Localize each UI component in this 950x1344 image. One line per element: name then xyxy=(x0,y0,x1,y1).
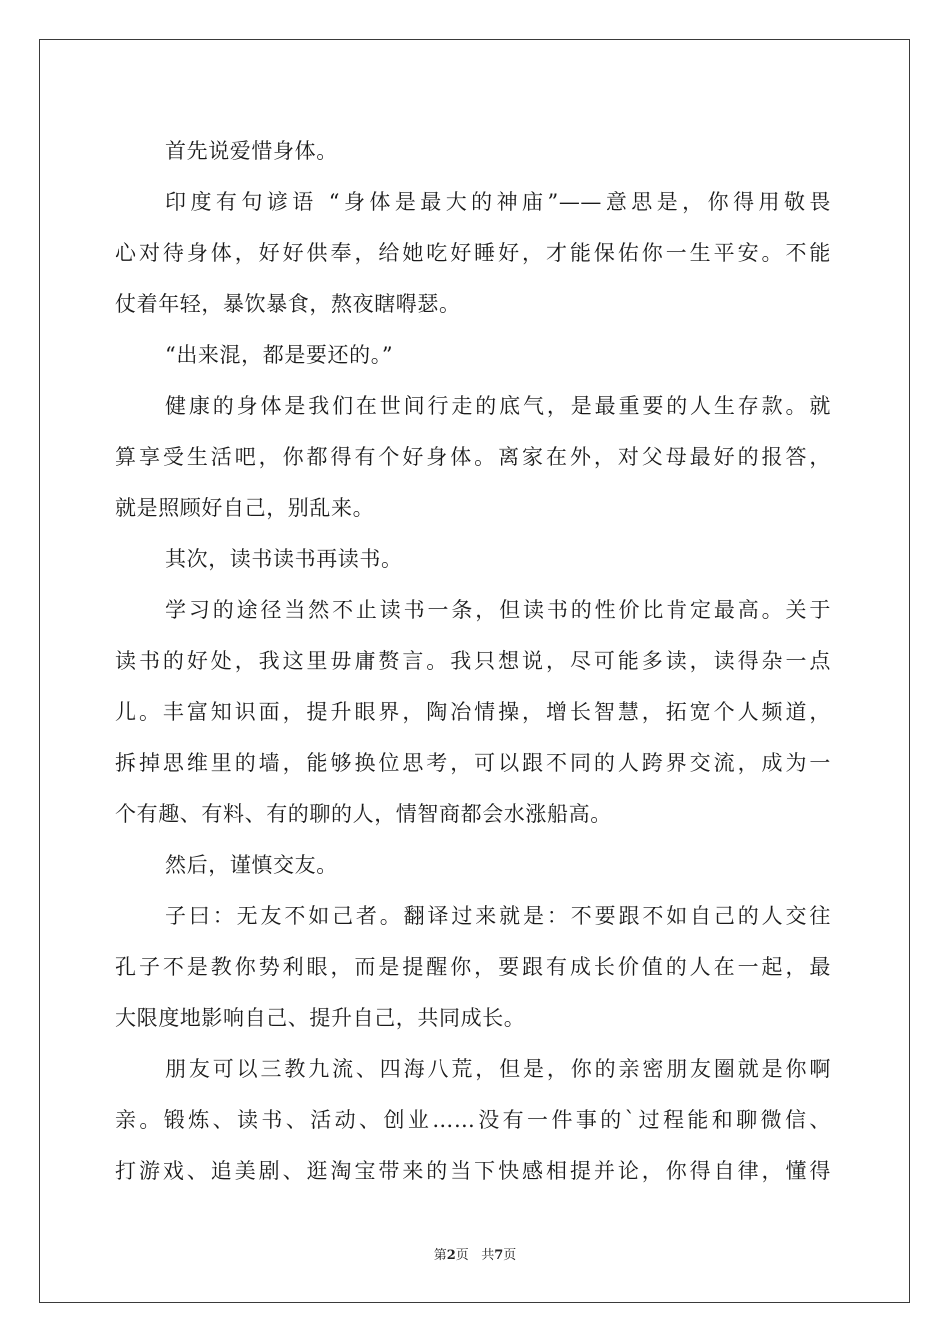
total-prefix: 共 xyxy=(481,1248,495,1263)
text-line: 首先说爱惜身体。 xyxy=(165,139,338,163)
text-line: 儿。丰富知识面，提升眼界，陶冶情操，增长智慧，拓宽个人频道， xyxy=(115,700,831,724)
text-line: 心对待身体，好好供奉，给她吃好睡好，才能保佑你一生平安。不能 xyxy=(115,241,831,265)
text-line: 朋友可以三教九流、四海八荒，但是，你的亲密朋友圈就是你啊 xyxy=(165,1057,831,1081)
text-line: 印度有句谚语 “身体是最大的神庙”——意思是，你得用敬畏 xyxy=(165,190,831,214)
text-line: 健康的身体是我们在世间行走的底气，是最重要的人生存款。就 xyxy=(165,394,831,418)
page-number: 2 xyxy=(446,1248,456,1263)
total-suffix: 页 xyxy=(503,1248,517,1263)
text-line: 拆掉思维里的墙，能够换位思考，可以跟不同的人跨界交流，成为一 xyxy=(115,751,831,775)
text-line: 大限度地影响自己、提升自己，共同成长。 xyxy=(115,1006,526,1030)
page-footer xyxy=(0,1247,950,1265)
text-line: 然后，谨慎交友。 xyxy=(165,853,338,877)
page-suffix: 页 xyxy=(455,1248,469,1263)
text-line: 读书的好处，我这里毋庸赘言。我只想说，尽可能多读，读得杂一点 xyxy=(115,649,831,673)
text-line: 仗着年轻，暴饮暴食，熬夜瞎嘚瑟。 xyxy=(115,292,461,316)
text-line: 孔子不是教你势利眼，而是提醒你，要跟有成长价值的人在一起，最 xyxy=(115,955,831,979)
text-line: 打游戏、追美剧、逛淘宝带来的当下快感相提并论，你得自律，懂得 xyxy=(115,1159,831,1183)
page-prefix: 第 xyxy=(433,1248,447,1263)
text-line: 其次，读书读书再读书。 xyxy=(165,547,403,571)
text-line: “出来混，都是要还的。” xyxy=(165,343,394,367)
total-pages: 7 xyxy=(494,1248,504,1263)
text-line: 亲。锻炼、读书、活动、创业……没有一件事的`过程能和聊微信、 xyxy=(115,1108,831,1132)
text-line: 子曰：无友不如己者。翻译过来就是：不要跟不如自己的人交往 xyxy=(165,904,831,928)
text-line: 就是照顾好自己，别乱来。 xyxy=(115,496,375,520)
text-line: 算享受生活吧，你都得有个好身体。离家在外，对父母最好的报答， xyxy=(115,445,831,469)
document-body xyxy=(115,126,831,1197)
text-line: 学习的途径当然不止读书一条，但读书的性价比肯定最高。关于 xyxy=(165,598,831,622)
text-line: 个有趣、有料、有的聊的人，情智商都会水涨船高。 xyxy=(115,802,612,826)
